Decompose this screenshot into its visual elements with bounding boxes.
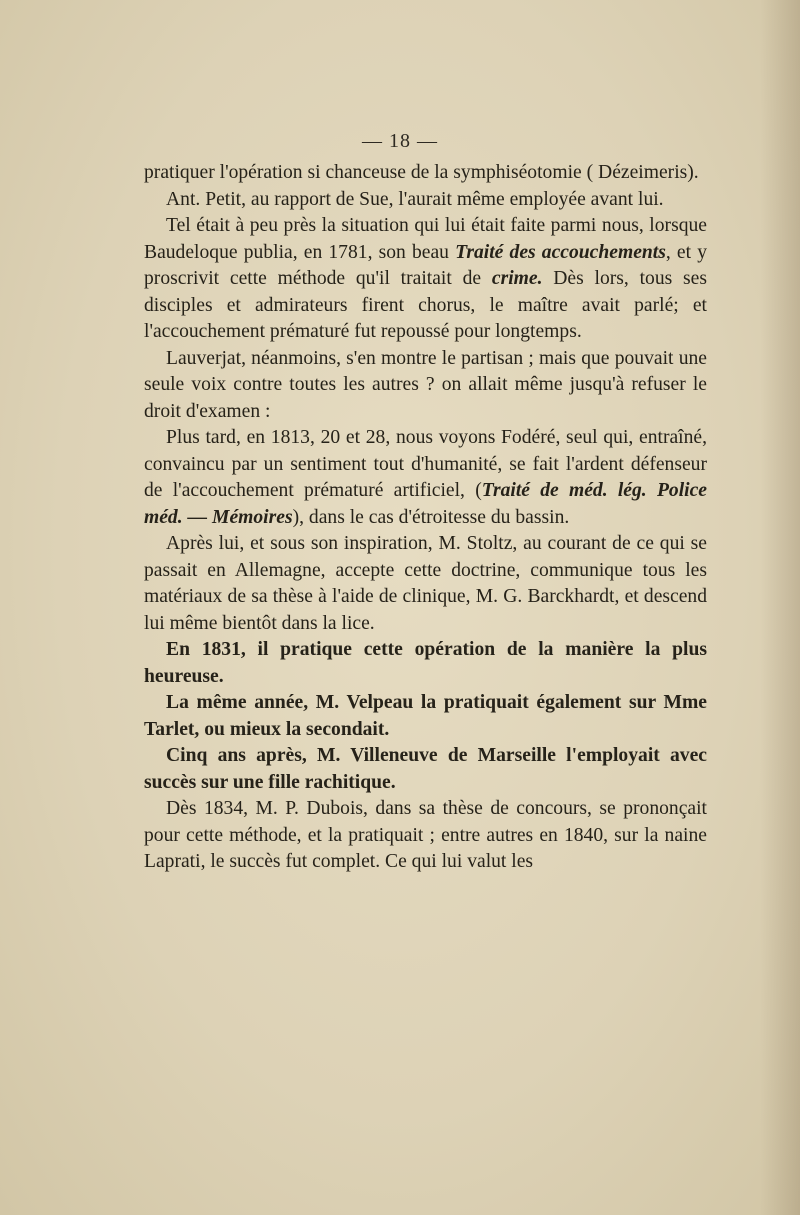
book-title-italic: Traité des accouchements <box>455 241 666 263</box>
book-title-italic: Traité de méd. lég. Police méd. — Mémoires <box>144 480 707 528</box>
paragraph <box>144 425 707 531</box>
paragraph <box>144 213 707 346</box>
text-run: Tel était à peu près la situation qui lui était faite parmi nous, lorsque Baudeloque publia, en 1781, son beau <box>144 215 707 263</box>
paragraph: Dès 1834, M. P. Dubois, dans sa thèse de concours, se prononçait pour cette méthode, et la pratiquait ; entre autres en 1840, sur la naine Laprati, le succès fut complet. Ce qui lui valut les <box>144 798 707 872</box>
paragraph: Lauverjat, néanmoins, s'en montre le partisan ; mais que pouvait une seule voix contre toutes les autres ? on allait même jusqu'à refuser le droit d'examen : <box>144 347 707 422</box>
emphasis-italic: crime. <box>491 268 543 289</box>
page-edge-shadow <box>760 0 800 1215</box>
text-run: , et y proscrivit cette méthode qu'il traitait de <box>144 241 708 289</box>
paragraph: Après lui, et sous son inspiration, M. Stoltz, au courant de ce qui se passait en Allemagne, accepte cette doctrine, communique tous les matériaux de sa thèse à l'aide de clinique, M. G. Barckhardt, et descend lui même bientôt dans la lice. <box>144 533 707 634</box>
paragraph: En 1831, il pratique cette opération de la manière la plus heureuse. <box>144 639 707 687</box>
paragraph: Cinq ans après, M. Villeneuve de Marseille l'employait avec succès sur une fille rachitique. <box>144 745 707 793</box>
paragraph: Ant. Petit, au rapport de Sue, l'aurait même employée avant lui. <box>166 188 664 210</box>
body-text <box>144 160 707 876</box>
paragraph: pratiquer l'opération si chanceuse de la symphiséotomie ( Dézeimeris). <box>144 162 699 183</box>
text-run: Dès lors, tous ses disciples et admirateurs firent chorus, le maître avait parlé; et l'accouchement prématuré fut repoussé pour longtemps. <box>144 268 708 342</box>
text-run: Plus tard, en 1813, 20 et 28, nous voyons Fodéré, seul qui, entraîné, convaincu par un sentiment tout d'humanité, se fait l'ardent défenseur de l'accouchement prématuré artificiel, ( <box>144 427 707 501</box>
paragraph: La même année, M. Velpeau la pratiquait également sur Mme Tarlet, ou mieux la secondait. <box>144 692 707 740</box>
page-number: — 18 — <box>362 130 438 152</box>
text-run: ), dans le cas d'étroitesse du bassin. <box>292 506 570 528</box>
